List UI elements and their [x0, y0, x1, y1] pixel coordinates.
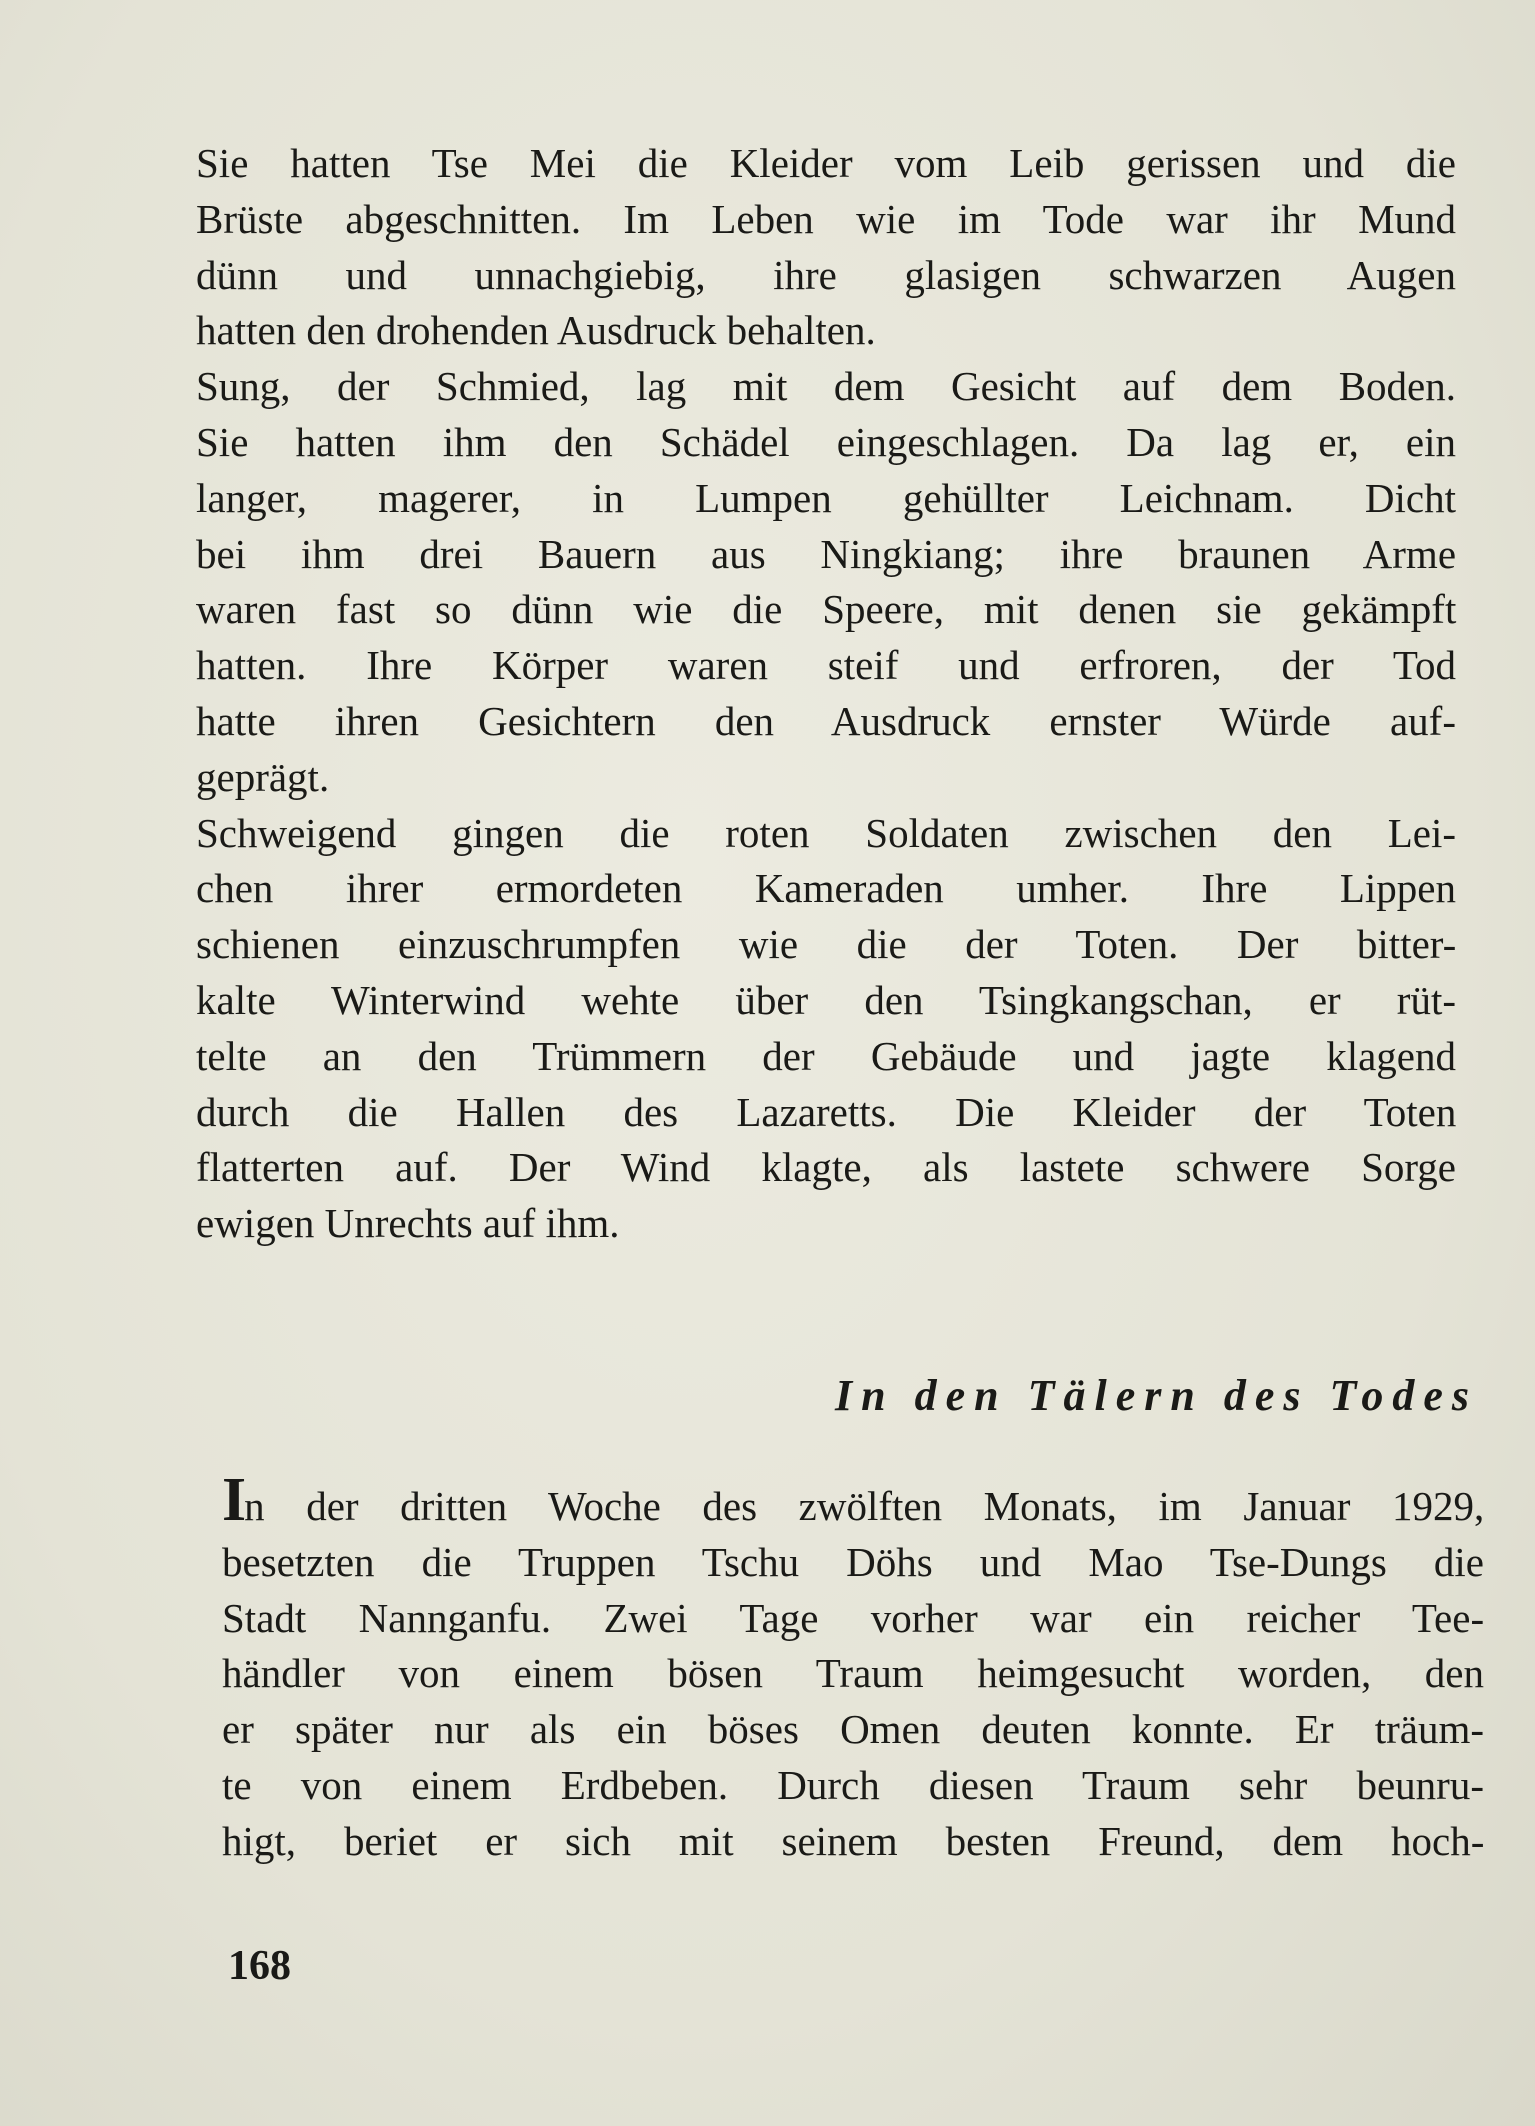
text-line: Stadt Nannganfu. Zwei Tage vorher war ein reicher Tee-: [222, 1594, 1485, 1641]
text-line: Brüste abgeschnitten. Im Leben wie im Tode war ihr Mund: [196, 195, 1457, 242]
text-line: langer, magerer, in Lumpen gehüllter Leichnam. Dicht: [196, 474, 1456, 521]
text-line: hatten den drohenden Ausdruck behalten.: [196, 307, 876, 354]
text-line-first: [222, 1466, 1485, 1535]
text-line: te von einem Erdbeben. Durch diesen Traum sehr beunru-: [222, 1761, 1484, 1808]
text-line: Sie hatten ihm den Schädel eingeschlagen. Da lag er, ein: [196, 418, 1456, 465]
text-line: hatten. Ihre Körper waren steif und erfroren, der Tod: [196, 642, 1456, 689]
text-line: hatte ihren Gesichtern den Ausdruck ernster Würde auf-: [196, 697, 1456, 744]
text-line: waren fast so dünn wie die Speere, mit denen sie gekämpft: [196, 586, 1457, 633]
text-line: Schweigend gingen die roten Soldaten zwischen den Lei-: [196, 809, 1456, 856]
text-line: er später nur als ein böses Omen deuten konnte. Er träum-: [222, 1706, 1484, 1753]
page-number: 168: [228, 1943, 291, 1989]
paragraph-block-upper: [196, 136, 1456, 1252]
chapter-title: In den Tälern des Todes: [835, 1371, 1478, 1420]
text-line: telte an den Trümmern der Gebäude und jagte klagend: [196, 1032, 1456, 1079]
first-line-text: n der dritten Woche des zwölften Monats, im Januar 1929,: [244, 1483, 1485, 1529]
text-line: bei ihm drei Bauern aus Ningkiang; ihre braunen Arme: [196, 530, 1457, 577]
text-line: Sie hatten Tse Mei die Kleider vom Leib gerissen und die: [196, 140, 1456, 186]
text-line: Sung, der Schmied, lag mit dem Gesicht auf dem Boden.: [196, 363, 1456, 410]
text-line: schienen einzuschrumpfen wie die der Toten. Der bitter-: [196, 921, 1457, 968]
text-line: higt, beriet er sich mit seinem besten Freund, dem hoch-: [222, 1817, 1485, 1864]
text-line: ewigen Unrechts auf ihm.: [196, 1200, 620, 1247]
drop-cap: I: [222, 1466, 245, 1534]
text-line: besetzten die Truppen Tschu Döhs und Mao Tse-Dungs die: [222, 1538, 1484, 1585]
paragraph-block-lower: [222, 1466, 1485, 1870]
text-line: chen ihrer ermordeten Kameraden umher. Ihre Lippen: [196, 865, 1456, 912]
text-line: kalte Winterwind wehte über den Tsingkangschan, er rüt-: [196, 976, 1456, 1023]
text-line: händler von einem bösen Traum heimgesucht worden, den: [222, 1650, 1484, 1697]
text-line: flatterten auf. Der Wind klagte, als lastete schwere Sorge: [196, 1144, 1456, 1191]
text-line: geprägt.: [196, 753, 330, 800]
text-line: dünn und unnachgiebig, ihre glasigen schwarzen Augen: [196, 251, 1456, 298]
text-line: durch die Hallen des Lazaretts. Die Kleider der Toten: [196, 1088, 1457, 1135]
